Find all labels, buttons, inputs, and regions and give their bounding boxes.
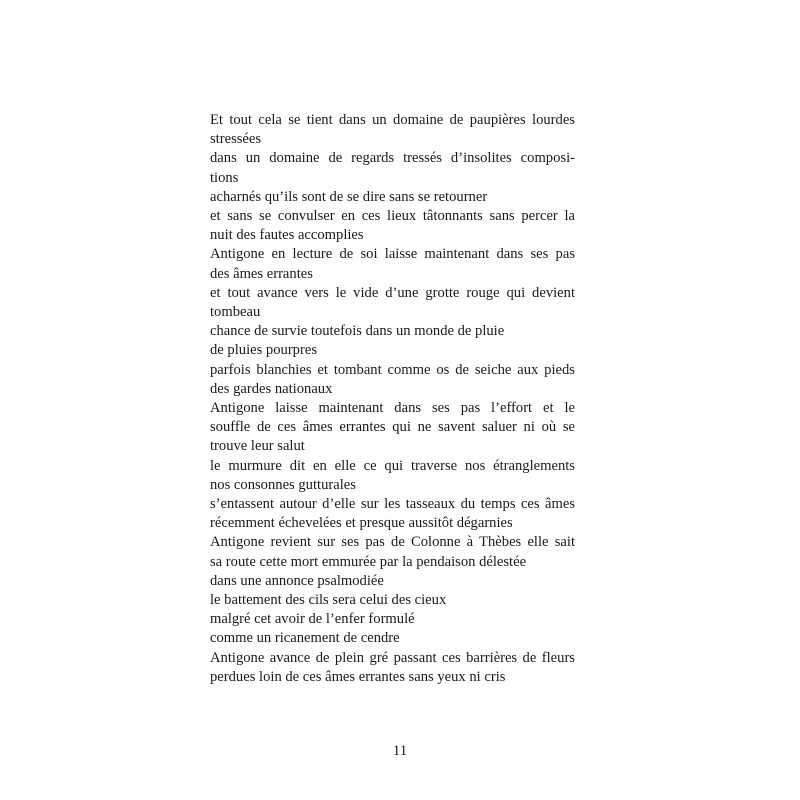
poem-line: nos consonnes gutturales (210, 476, 356, 493)
poem-line: Antigone avance de plein gré passant ces barrières de fleurs (210, 649, 575, 666)
poem-text (210, 111, 575, 687)
poem-line: comme un ricanement de cendre (210, 630, 400, 647)
poem-line: nuit des fautes accomplies (210, 227, 364, 244)
poem-line: parfois blanchies et tombant comme os de seiche aux pieds (210, 361, 575, 378)
poem-line: souffle de ces âmes errantes qui ne savent saluer ni où se (210, 419, 575, 436)
poem-line: de pluies pourpres (210, 342, 317, 359)
poem-line: dans un domaine de regards tressés d’insolites composi- (210, 150, 575, 167)
poem-line: perdues loin de ces âmes errantes sans yeux ni cris (210, 668, 506, 685)
page-number: 11 (392, 743, 408, 759)
poem-line: des âmes errantes (210, 265, 313, 282)
poem-line: Antigone en lecture de soi laisse maintenant dans ses pas (210, 246, 575, 263)
poem-line: le murmure dit en elle ce qui traverse nos étranglements (210, 457, 575, 474)
poem-line: trouve leur salut (210, 438, 305, 455)
poem-line: s’entassent autour d’elle sur les tasseaux du temps ces âmes (210, 496, 575, 513)
poem-line: stressées (210, 131, 262, 148)
poem-line: malgré cet avoir de l’enfer formulé (210, 611, 415, 628)
poem-line: et tout avance vers le vide d’une grotte rouge qui devient (210, 284, 575, 301)
poem-line: des gardes nationaux (210, 380, 333, 397)
poem-line: et sans se convulser en ces lieux tâtonnants sans percer la (210, 208, 575, 225)
poem-line: récemment échevelées et presque aussitôt dégarnies (210, 515, 513, 532)
poem-line: sa route cette mort emmurée par la pendaison délestée (210, 553, 527, 570)
poem-line: Antigone revient sur ses pas de Colonne à Thèbes elle sait (210, 534, 575, 551)
poem-line: le battement des cils sera celui des cieux (210, 592, 447, 609)
poem-line: chance de survie toutefois dans un monde de pluie (210, 323, 505, 340)
poem-line: acharnés qu’ils sont de se dire sans se retourner (210, 188, 488, 205)
poem-line: tions (210, 169, 239, 186)
poem-line: tombeau (210, 304, 261, 321)
poem-line: Et tout cela se tient dans un domaine de paupières lourdes (210, 112, 575, 128)
poem-line: dans une annonce psalmodiée (210, 572, 384, 589)
poem-line: Antigone laisse maintenant dans ses pas l’effort et le (210, 400, 575, 417)
